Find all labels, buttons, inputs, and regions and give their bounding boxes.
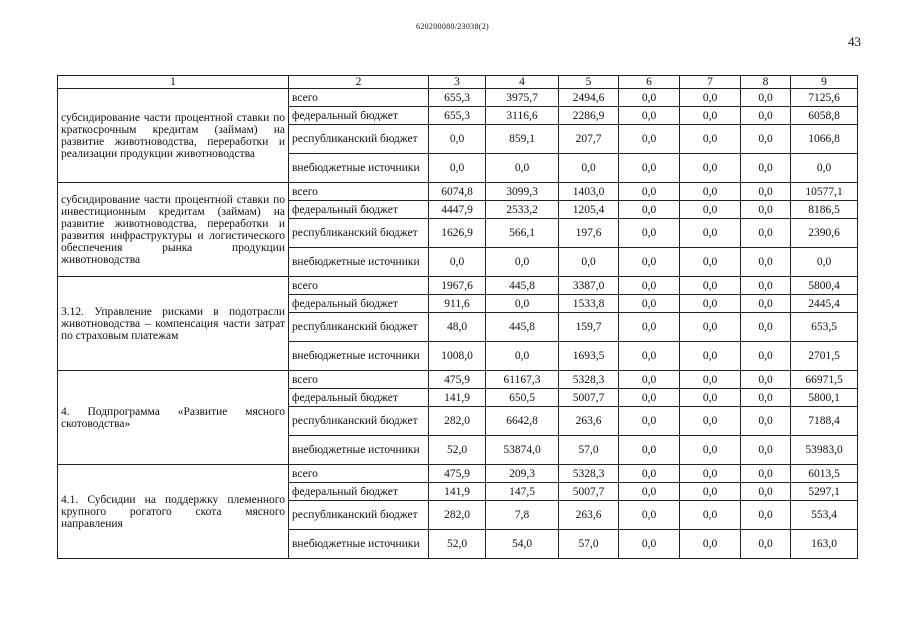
value-cell: 10577,1 — [791, 183, 858, 201]
funding-source: федеральный бюджет — [289, 483, 429, 501]
funding-source: всего — [289, 277, 429, 295]
funding-source: всего — [289, 89, 429, 107]
funding-source: республиканский бюджет — [289, 219, 429, 248]
value-cell: 0,0 — [680, 465, 741, 483]
value-cell: 0,0 — [741, 501, 791, 530]
funding-source: внебюджетные источники — [289, 342, 429, 371]
value-cell: 0,0 — [559, 248, 619, 277]
value-cell: 0,0 — [619, 501, 680, 530]
document-code: 620200080/23038(2) — [416, 22, 489, 31]
funding-table — [57, 75, 858, 559]
value-cell: 655,3 — [429, 107, 486, 125]
header-cell: 8 — [741, 76, 791, 89]
value-cell: 0,0 — [486, 295, 559, 313]
value-cell: 282,0 — [429, 407, 486, 436]
value-cell: 2494,6 — [559, 89, 619, 107]
value-cell: 163,0 — [791, 530, 858, 559]
header-cell: 5 — [559, 76, 619, 89]
value-cell: 52,0 — [429, 436, 486, 465]
value-cell: 0,0 — [486, 248, 559, 277]
header-cell: 3 — [429, 76, 486, 89]
value-cell: 0,0 — [741, 389, 791, 407]
header-cell: 7 — [680, 76, 741, 89]
value-cell: 52,0 — [429, 530, 486, 559]
value-cell: 911,6 — [429, 295, 486, 313]
value-cell: 5297,1 — [791, 483, 858, 501]
value-cell: 0,0 — [619, 389, 680, 407]
value-cell: 0,0 — [741, 407, 791, 436]
value-cell: 7125,6 — [791, 89, 858, 107]
value-cell: 0,0 — [680, 277, 741, 295]
value-cell: 0,0 — [619, 313, 680, 342]
funding-source: республиканский бюджет — [289, 313, 429, 342]
funding-source: федеральный бюджет — [289, 107, 429, 125]
value-cell: 141,9 — [429, 389, 486, 407]
value-cell: 0,0 — [619, 295, 680, 313]
value-cell: 0,0 — [680, 89, 741, 107]
table-row — [58, 277, 858, 295]
value-cell: 0,0 — [486, 154, 559, 183]
value-cell: 7,8 — [486, 501, 559, 530]
header-cell: 6 — [619, 76, 680, 89]
value-cell: 0,0 — [619, 465, 680, 483]
value-cell: 0,0 — [680, 248, 741, 277]
value-cell: 0,0 — [429, 154, 486, 183]
funding-source: федеральный бюджет — [289, 201, 429, 219]
value-cell: 0,0 — [741, 342, 791, 371]
value-cell: 3116,6 — [486, 107, 559, 125]
value-cell: 147,5 — [486, 483, 559, 501]
value-cell: 445,8 — [486, 277, 559, 295]
value-cell: 0,0 — [741, 107, 791, 125]
value-cell: 209,3 — [486, 465, 559, 483]
value-cell: 3387,0 — [559, 277, 619, 295]
value-cell: 475,9 — [429, 371, 486, 389]
value-cell: 7188,4 — [791, 407, 858, 436]
value-cell: 0,0 — [486, 342, 559, 371]
value-cell: 0,0 — [741, 154, 791, 183]
value-cell: 5328,3 — [559, 465, 619, 483]
value-cell: 0,0 — [619, 183, 680, 201]
value-cell: 1533,8 — [559, 295, 619, 313]
value-cell: 0,0 — [680, 125, 741, 154]
value-cell: 0,0 — [741, 483, 791, 501]
value-cell: 2390,6 — [791, 219, 858, 248]
value-cell: 0,0 — [680, 201, 741, 219]
measure-description: 3.12. Управление рисками в подотрасли животноводства – компенсация части затрат по страховым платежам — [58, 277, 289, 371]
value-cell: 0,0 — [680, 389, 741, 407]
funding-source: республиканский бюджет — [289, 407, 429, 436]
funding-source: федеральный бюджет — [289, 389, 429, 407]
value-cell: 0,0 — [619, 248, 680, 277]
measure-description: субсидирование части процентной ставки по краткосрочным кредитам (займам) на развитие животноводства, переработки и реализации продукции животноводства — [58, 89, 289, 183]
funding-source: республиканский бюджет — [289, 501, 429, 530]
header-row — [58, 76, 858, 89]
value-cell: 1205,4 — [559, 201, 619, 219]
value-cell: 0,0 — [619, 530, 680, 559]
value-cell: 0,0 — [680, 501, 741, 530]
value-cell: 0,0 — [619, 483, 680, 501]
value-cell: 1967,6 — [429, 277, 486, 295]
value-cell: 263,6 — [559, 501, 619, 530]
value-cell: 2445,4 — [791, 295, 858, 313]
value-cell: 0,0 — [680, 154, 741, 183]
funding-source: республиканский бюджет — [289, 125, 429, 154]
value-cell: 0,0 — [619, 125, 680, 154]
value-cell: 0,0 — [429, 248, 486, 277]
value-cell: 0,0 — [680, 219, 741, 248]
value-cell: 0,0 — [619, 407, 680, 436]
value-cell: 566,1 — [486, 219, 559, 248]
page-number: 43 — [848, 34, 861, 49]
value-cell: 0,0 — [619, 277, 680, 295]
value-cell: 653,5 — [791, 313, 858, 342]
value-cell: 2533,2 — [486, 201, 559, 219]
value-cell: 0,0 — [680, 436, 741, 465]
value-cell: 0,0 — [559, 154, 619, 183]
value-cell: 0,0 — [741, 295, 791, 313]
value-cell: 0,0 — [741, 183, 791, 201]
measure-description: 4.1. Субсидии на поддержку племенного крупного рогатого скота мясного направления — [58, 465, 289, 559]
value-cell: 553,4 — [791, 501, 858, 530]
value-cell: 0,0 — [680, 295, 741, 313]
value-cell: 0,0 — [680, 530, 741, 559]
value-cell: 0,0 — [619, 107, 680, 125]
funding-source: федеральный бюджет — [289, 295, 429, 313]
value-cell: 445,8 — [486, 313, 559, 342]
value-cell: 475,9 — [429, 465, 486, 483]
value-cell: 0,0 — [429, 125, 486, 154]
value-cell: 282,0 — [429, 501, 486, 530]
value-cell: 0,0 — [680, 313, 741, 342]
value-cell: 1693,5 — [559, 342, 619, 371]
funding-source: внебюджетные источники — [289, 248, 429, 277]
funding-source: всего — [289, 371, 429, 389]
funding-source: внебюджетные источники — [289, 530, 429, 559]
value-cell: 5800,1 — [791, 389, 858, 407]
value-cell: 0,0 — [619, 154, 680, 183]
value-cell: 6074,8 — [429, 183, 486, 201]
value-cell: 0,0 — [619, 201, 680, 219]
value-cell: 57,0 — [559, 530, 619, 559]
measure-description: субсидирование части процентной ставки по инвестиционным кредитам (займам) на развитие животноводства, переработки и развития инфраструктуры и логистического обеспечения рынка продукции животноводства — [58, 183, 289, 277]
value-cell: 0,0 — [680, 407, 741, 436]
header-cell: 4 — [486, 76, 559, 89]
funding-source: всего — [289, 465, 429, 483]
funding-source: внебюджетные источники — [289, 436, 429, 465]
value-cell: 0,0 — [741, 89, 791, 107]
table-row — [58, 465, 858, 483]
value-cell: 5800,4 — [791, 277, 858, 295]
value-cell: 0,0 — [680, 183, 741, 201]
header-cell: 9 — [791, 76, 858, 89]
value-cell: 6013,5 — [791, 465, 858, 483]
value-cell: 54,0 — [486, 530, 559, 559]
value-cell: 48,0 — [429, 313, 486, 342]
value-cell: 1066,8 — [791, 125, 858, 154]
table-row — [58, 89, 858, 107]
value-cell: 1403,0 — [559, 183, 619, 201]
value-cell: 141,9 — [429, 483, 486, 501]
table-row — [58, 183, 858, 201]
value-cell: 53983,0 — [791, 436, 858, 465]
value-cell: 3099,3 — [486, 183, 559, 201]
value-cell: 0,0 — [680, 371, 741, 389]
value-cell: 0,0 — [741, 125, 791, 154]
value-cell: 655,3 — [429, 89, 486, 107]
value-cell: 0,0 — [619, 219, 680, 248]
value-cell: 0,0 — [741, 248, 791, 277]
table-row — [58, 371, 858, 389]
value-cell: 61167,3 — [486, 371, 559, 389]
value-cell: 53874,0 — [486, 436, 559, 465]
value-cell: 8186,5 — [791, 201, 858, 219]
value-cell: 0,0 — [741, 530, 791, 559]
value-cell: 0,0 — [741, 313, 791, 342]
value-cell: 0,0 — [619, 371, 680, 389]
value-cell: 0,0 — [741, 219, 791, 248]
value-cell: 0,0 — [619, 436, 680, 465]
value-cell: 5007,7 — [559, 389, 619, 407]
value-cell: 2286,9 — [559, 107, 619, 125]
value-cell: 0,0 — [741, 465, 791, 483]
value-cell: 0,0 — [680, 107, 741, 125]
value-cell: 0,0 — [619, 342, 680, 371]
value-cell: 0,0 — [680, 342, 741, 371]
value-cell: 6058,8 — [791, 107, 858, 125]
value-cell: 0,0 — [741, 436, 791, 465]
value-cell: 57,0 — [559, 436, 619, 465]
value-cell: 1626,9 — [429, 219, 486, 248]
value-cell: 5007,7 — [559, 483, 619, 501]
value-cell: 207,7 — [559, 125, 619, 154]
value-cell: 4447,9 — [429, 201, 486, 219]
value-cell: 859,1 — [486, 125, 559, 154]
value-cell: 0,0 — [619, 89, 680, 107]
table-body — [58, 76, 858, 559]
value-cell: 263,6 — [559, 407, 619, 436]
header-cell: 1 — [58, 76, 289, 89]
value-cell: 6642,8 — [486, 407, 559, 436]
value-cell: 0,0 — [791, 248, 858, 277]
value-cell: 0,0 — [680, 483, 741, 501]
value-cell: 197,6 — [559, 219, 619, 248]
value-cell: 5328,3 — [559, 371, 619, 389]
measure-description: 4. Подпрограмма «Развитие мясного скотоводства» — [58, 371, 289, 465]
value-cell: 0,0 — [741, 371, 791, 389]
value-cell: 650,5 — [486, 389, 559, 407]
value-cell: 159,7 — [559, 313, 619, 342]
value-cell: 1008,0 — [429, 342, 486, 371]
value-cell: 2701,5 — [791, 342, 858, 371]
value-cell: 0,0 — [741, 201, 791, 219]
funding-source: внебюджетные источники — [289, 154, 429, 183]
header-cell: 2 — [289, 76, 429, 89]
value-cell: 3975,7 — [486, 89, 559, 107]
value-cell: 0,0 — [741, 277, 791, 295]
funding-source: всего — [289, 183, 429, 201]
value-cell: 66971,5 — [791, 371, 858, 389]
value-cell: 0,0 — [791, 154, 858, 183]
